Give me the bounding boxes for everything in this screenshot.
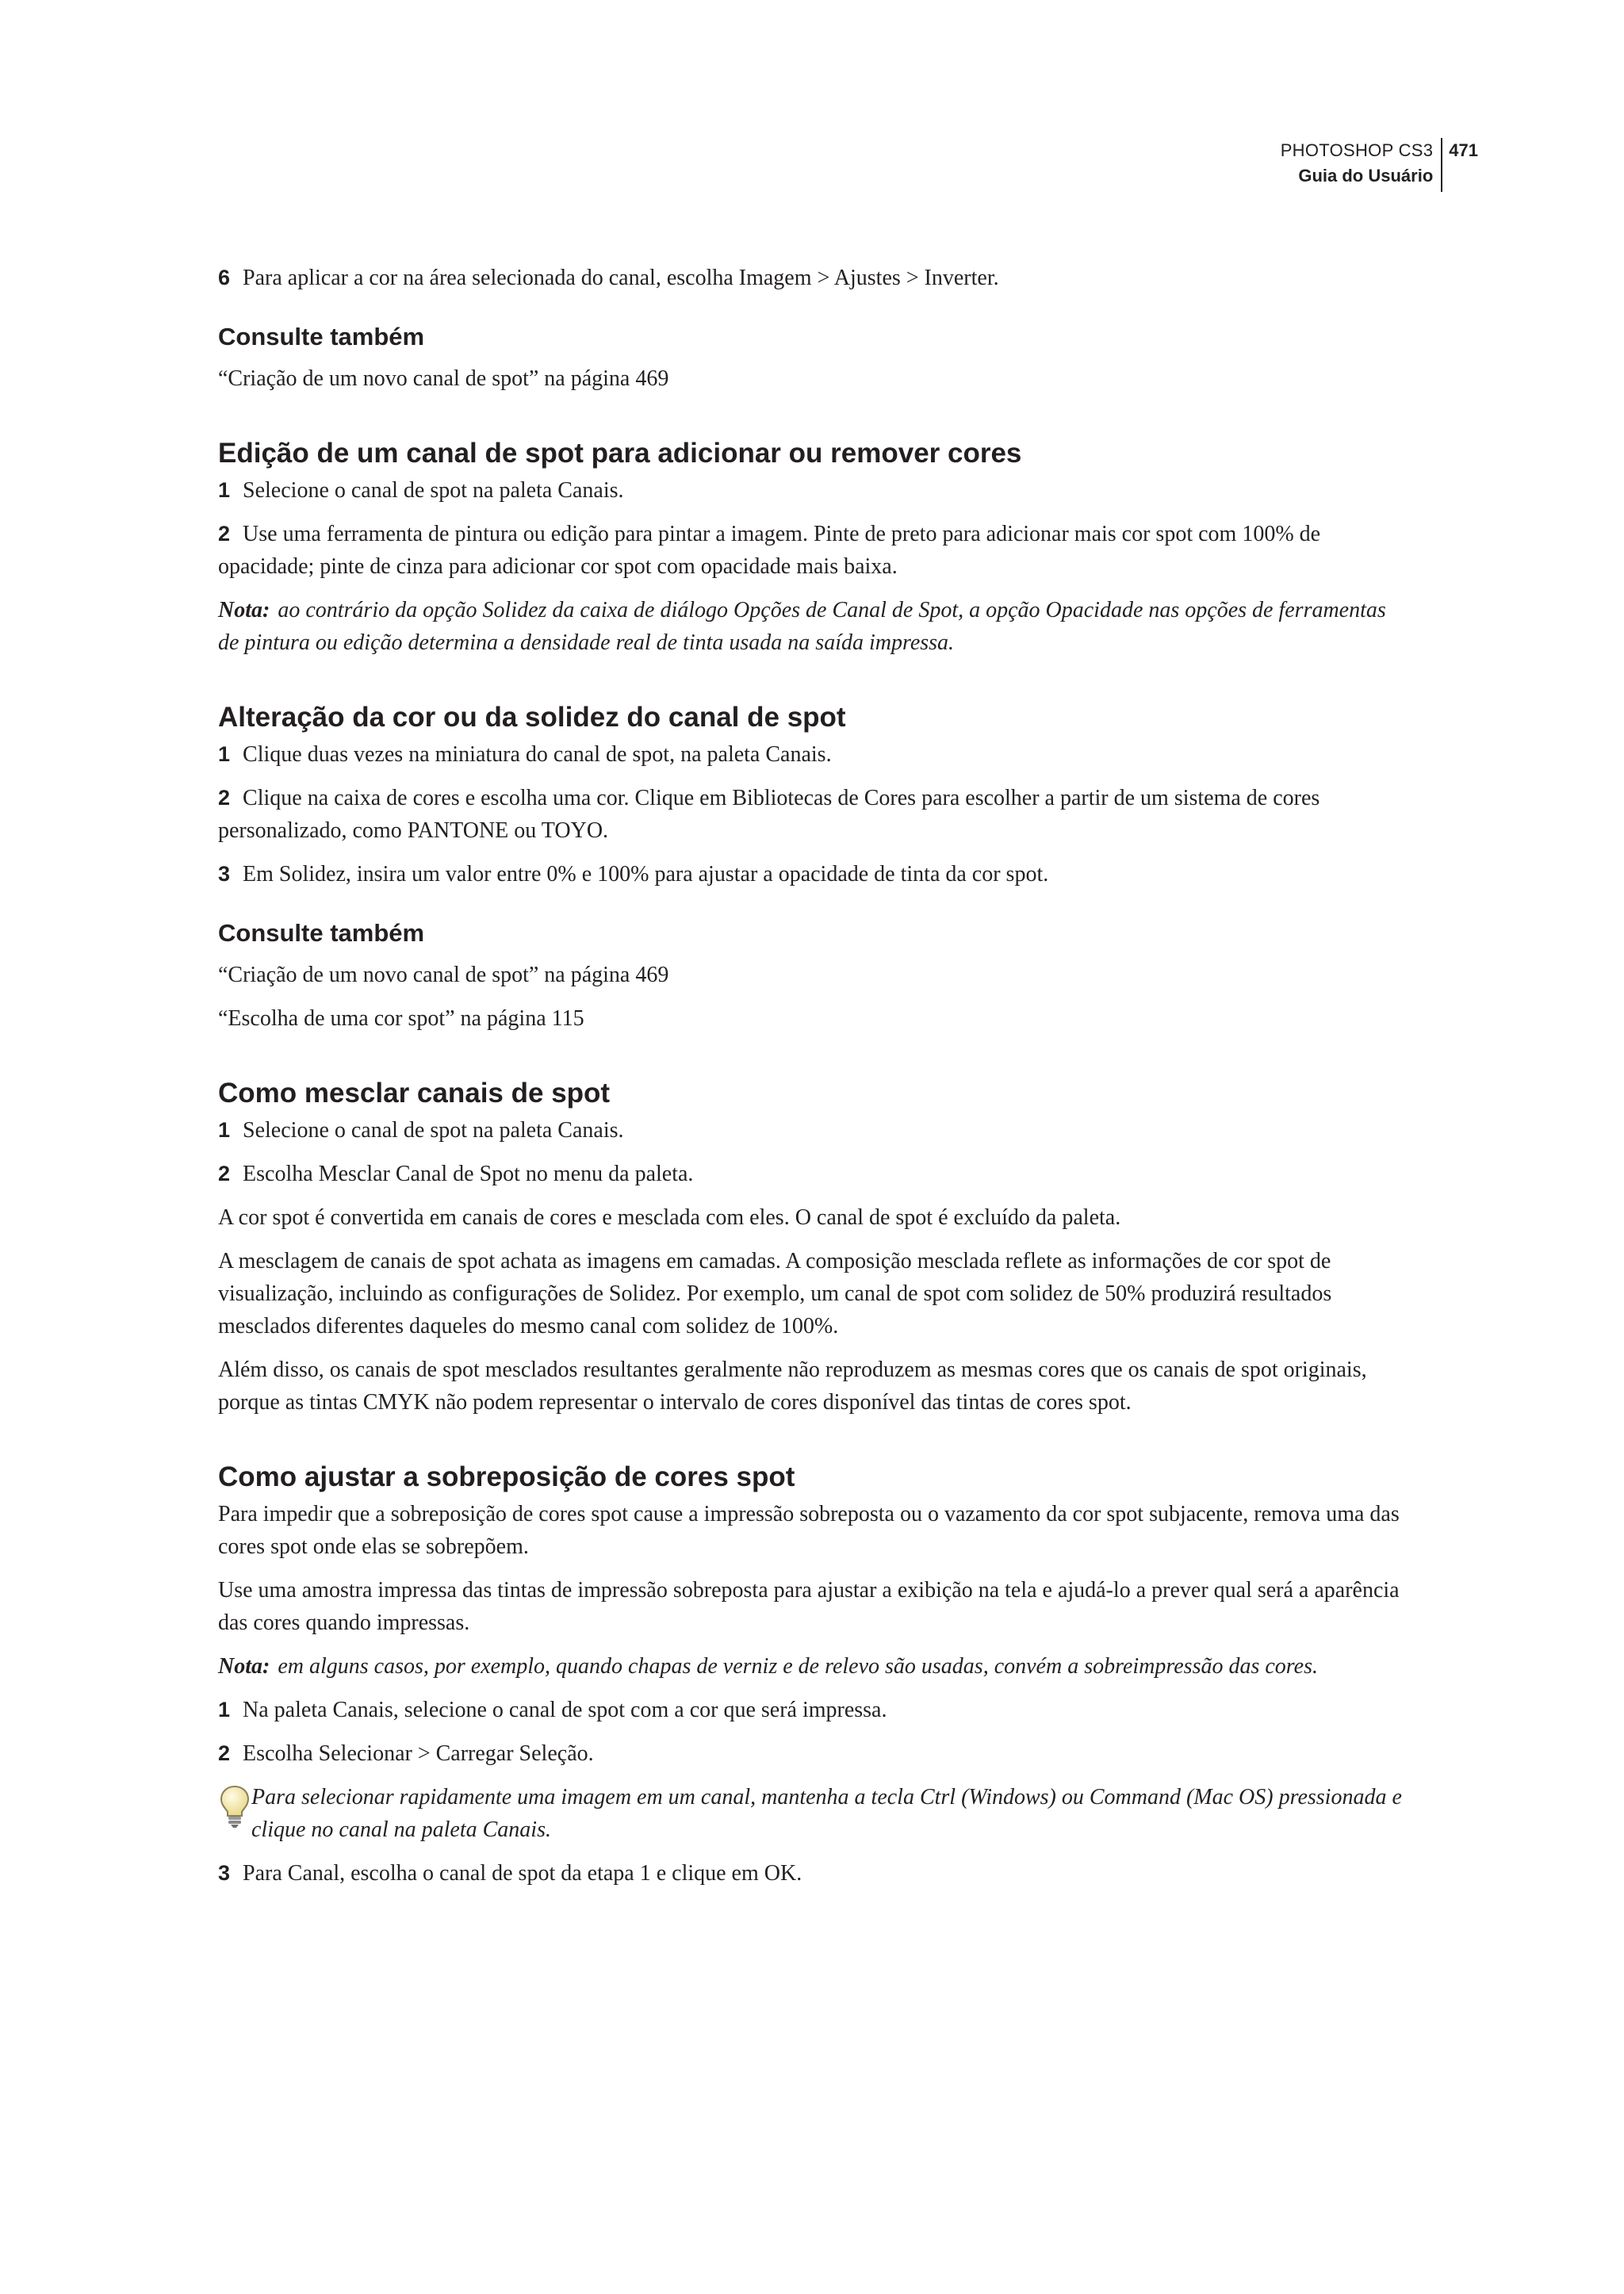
body-paragraph: A mesclagem de canais de spot achata as imagens em camadas. A composição mesclada reflete as informações de cor spot de visualização, incluindo as configurações de Solidez. Por exemplo, um canal de spot com solidez de 50% produzirá resultados mesclados diferentes daqueles do mesmo canal com solidez de 100%.	[218, 1249, 1332, 1338]
see-also-link[interactable]: “Escolha de uma cor spot” na página 115	[218, 1006, 584, 1031]
note-label: Nota:	[218, 1654, 270, 1679]
note-label: Nota:	[218, 598, 270, 622]
page-number: 471	[1449, 140, 1478, 160]
see-also-link[interactable]: “Criação de um novo canal de spot” na página 469	[218, 366, 669, 391]
step-number: 6	[218, 266, 231, 289]
step-item	[218, 518, 1408, 583]
step-item	[218, 1114, 1408, 1147]
step-number: 1	[218, 1118, 231, 1142]
section-heading-merge: Como mesclar canais de spot	[218, 1078, 611, 1109]
step-number: 2	[218, 786, 231, 810]
step-number: 2	[218, 522, 231, 546]
step-text: Escolha Selecionar > Carregar Seleção.	[243, 1741, 594, 1766]
header-subtitle: Guia do Usuário	[1298, 166, 1434, 186]
note-paragraph	[218, 1650, 1408, 1683]
body-paragraph: Use uma amostra impressa das tintas de impressão sobreposta para ajustar a exibição na tela e ajudá-lo a prever qual será a aparência das cores quando impressas.	[218, 1578, 1400, 1635]
step-number: 3	[218, 862, 231, 886]
note-paragraph	[218, 594, 1408, 659]
page-content	[218, 262, 1408, 1901]
tip-block	[218, 1781, 1408, 1846]
step-number: 1	[218, 742, 231, 766]
body-paragraph: Para impedir que a sobreposição de cores spot cause a impressão sobreposta ou o vazamento da cor spot subjacente, remova uma das cores spot onde elas se sobrepõem.	[218, 1502, 1400, 1559]
step-text: Escolha Mesclar Canal de Spot no menu da paleta.	[243, 1162, 694, 1186]
step-text: Para aplicar a cor na área selecionada do canal, escolha Imagem > Ajustes > Inverter.	[243, 266, 999, 290]
see-also-heading: Consulte também	[218, 919, 425, 947]
body-paragraph: Além disso, os canais de spot mesclados resultantes geralmente não reproduzem as mesmas cores que os canais de spot originais, porque as tintas CMYK não podem representar o intervalo de cores disponível das tintas de cores spot.	[218, 1358, 1367, 1415]
step-item	[218, 1737, 1408, 1770]
step-item	[218, 1158, 1408, 1190]
step-item	[218, 1857, 1408, 1890]
step-item	[218, 738, 1408, 771]
step-text: Selecione o canal de spot na paleta Canais.	[243, 478, 624, 503]
tip-text: Para selecionar rapidamente uma imagem em um canal, mantenha a tecla Ctrl (Windows) ou Command (Mac OS) pressionada e clique no canal na paleta Canais.	[251, 1785, 1402, 1842]
header-title: PHOTOSHOP CS3	[1280, 140, 1434, 160]
step-item	[218, 1694, 1408, 1726]
lightbulb-icon	[218, 1784, 251, 1829]
step-item	[218, 782, 1408, 847]
step-text: Clique duas vezes na miniatura do canal de spot, na paleta Canais.	[243, 742, 832, 767]
see-also-link[interactable]: “Criação de um novo canal de spot” na página 469	[218, 963, 669, 987]
see-also-heading: Consulte também	[218, 323, 425, 350]
step-number: 2	[218, 1741, 231, 1765]
step-item	[218, 858, 1408, 890]
header-text	[1281, 138, 1442, 189]
step-text: Selecione o canal de spot na paleta Canais.	[243, 1118, 624, 1143]
step-text: Na paleta Canais, selecione o canal de spot com a cor que será impressa.	[243, 1698, 887, 1722]
step-item	[218, 474, 1408, 507]
step-number: 1	[218, 478, 231, 502]
step-number: 3	[218, 1861, 231, 1885]
step-text: Em Solidez, insira um valor entre 0% e 100% para ajustar a opacidade de tinta da cor spot.	[243, 862, 1049, 887]
note-text: em alguns casos, por exemplo, quando chapas de verniz e de relevo são usadas, convém a sobreimpressão das cores.	[278, 1654, 1318, 1679]
section-heading-edit: Edição de um canal de spot para adicionar ou remover cores	[218, 438, 1022, 469]
step-text: Use uma ferramenta de pintura ou edição para pintar a imagem. Pinte de preto para adicionar mais cor spot com 100% de opacidade; pinte de cinza para adicionar cor spot com opacidade mais baixa.	[218, 522, 1321, 579]
step-number: 2	[218, 1162, 231, 1185]
step-number: 1	[218, 1698, 231, 1721]
step-text: Para Canal, escolha o canal de spot da etapa 1 e clique em OK.	[243, 1861, 802, 1886]
step-text: Clique na caixa de cores e escolha uma cor. Clique em Bibliotecas de Cores para escolher a partir de um sistema de cores personalizado, como PANTONE ou TOYO.	[218, 786, 1320, 843]
intro-step	[218, 262, 1408, 294]
note-text: ao contrário da opção Solidez da caixa de diálogo Opções de Canal de Spot, a opção Opacidade nas opções de ferramentas de pintura ou edição determina a densidade real de tinta usada na saída impressa.	[218, 598, 1386, 655]
section-heading-change: Alteração da cor ou da solidez do canal de spot	[218, 702, 846, 733]
page-header	[1281, 138, 1478, 192]
section-heading-overlap: Como ajustar a sobreposição de cores spot	[218, 1461, 795, 1492]
body-paragraph: A cor spot é convertida em canais de cores e mesclada com eles. O canal de spot é excluído da paleta.	[218, 1205, 1121, 1230]
